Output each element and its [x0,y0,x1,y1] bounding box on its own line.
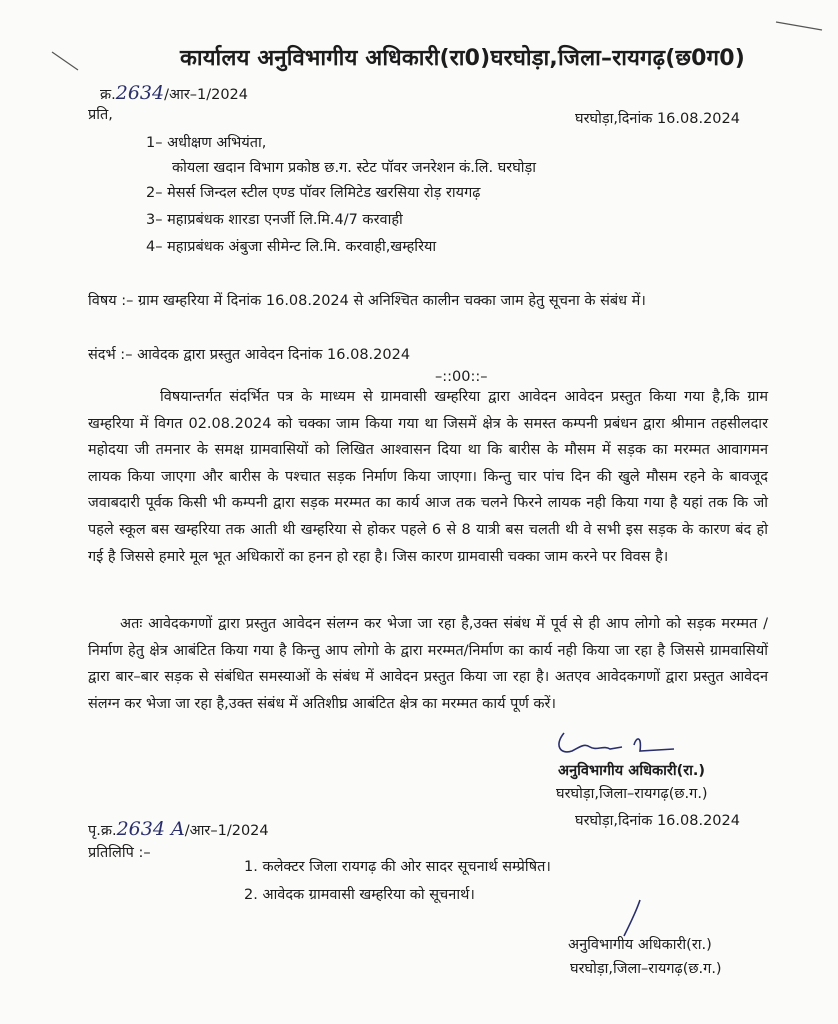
reference-label: संदर्भ :– [88,347,133,363]
recipient-4: 4– महाप्रबंधक अंबुजा सीमेन्ट लि.मि. करवाही,खम्हरिया [146,239,437,255]
place-date: घरघोड़ा,दिनांक 16.08.2024 [575,111,740,127]
copy-place-date: घरघोड़ा,दिनांक 16.08.2024 [575,813,740,829]
copy-item-2: 2. आवेदक ग्रामवासी खम्हरिया को सूचनार्थ। [244,887,475,903]
signature-scribble [550,725,690,765]
recipient-1: 1– अधीक्षण अभियंता, [146,135,267,151]
office-title: कार्यालय अनुविभागीय अधिकारी(रा0)घरघोड़ा,जिला–रायगढ़(छ0ग0) [180,46,745,71]
signature-2-place: घरघोड़ा,जिला–रायगढ़(छ.ग.) [570,961,722,977]
copy-letter-number: पृ.क्र.2634 A/आर–1/2024 [88,818,269,840]
signature-1-designation: अनुविभागीय अधिकारी(रा.) [558,763,706,779]
copy-label: प्रतिलिपि :– [88,845,151,861]
subject-text: ग्राम खम्हरिया में दिनांक 16.08.2024 से अनिश्चित कालीन चक्का जाम हेतु सूचना के संबंध में। [137,293,646,309]
copy-item-1: 1. कलेक्टर जिला रायगढ़ की ओर सादर सूचनार्थ सम्प्रेषित। [244,859,551,875]
recipient-3: 3– महाप्रबंधक शारडा एनर्जी लि.मि.4/7 करवाही [146,212,403,228]
reference-line [88,344,410,364]
subject-line [88,290,778,312]
handwritten-letter-number: 2634 [115,82,165,104]
to-label: प्रति, [88,107,113,123]
body-paragraph-1: विषयान्तर्गत संदर्भित पत्र के माध्यम से ग्रामवासी खम्हरिया द्वारा आवेदन आवेदन प्रस्तुत किया गया है,कि ग्राम खम्हरिया में विगत 02.08.2024 को चक्का जाम किया गया था जिसमें क्षेत्र के समस्त कम्पनी प्रबंधन द्वारा श्रीमान तहसीलदार महोदया जी तमनार के समक्ष ग्रामवासियों को लिखित आश्वासन दिया था कि बारीस के मौसम में सड़क का मरम्मत आवागमन लायक किया जाएगा और बारीस के पश्चात सड़क निर्माण किया जाएगा। किन्तु चार पांच दिन की खुले मौसम रहने के बावजूद जवाबदारी पूर्वक किसी भी कम्पनी द्वारा सड़क मरम्मत का कार्य आज तक चलने फिरने लायक नही किया गया है यहां तक कि जो पहले स्कूल बस खम्हरिया तक आती थी खम्हरिया से होकर पहले 6 से 8 यात्री बस चलती थी वे सभी इस सड़क के कारण बंद हो गई है जिससे हमारे मूल भूत अधिकारों का हनन हो रहा है। जिस कारण ग्रामवासी चक्का जाम करने पर विवस है। [88,389,768,565]
signature-1-place: घरघोड़ा,जिला–रायगढ़(छ.ग.) [556,786,708,802]
handwritten-copy-number: 2634 A [116,818,185,840]
subject-label: विषय :– [88,293,134,309]
letter-number: क्र.2634/आर–1/2024 [100,82,249,104]
divider: –::00::– [435,369,488,385]
recipient-1-dept: कोयला खदान विभाग प्रकोष्ठ छ.ग. स्टेट पॉवर जनरेशन कं.लि. घरघोड़ा [172,160,537,176]
recipient-2: 2– मेसर्स जिन्दल स्टील एण्ड पॉवर लिमिटेड खरसिया रोड़ रायगढ़ [146,185,481,201]
signature-2-designation: अनुविभागीय अधिकारी(रा.) [568,937,712,953]
reference-text: आवेदक द्वारा प्रस्तुत आवेदन दिनांक 16.08.2024 [137,347,411,363]
body-paragraph-2: अतः आवेदकगणों द्वारा प्रस्तुत आवेदन संलग्न कर भेजा जा रहा है,उक्त संबंध में पूर्व से ही आप लोगो को सड़क मरम्मत /निर्माण हेतु क्षेत्र आबंटित किया गया है किन्तु आप लोगो के द्वारा मरम्मत/निर्माण का कार्य नही किया जा रहा है जिससे ग्रामवासियों द्वारा बार–बार सड़क से संबंधित समस्याओं के संबंध में आवेदन प्रस्तुत किया जा रहा है। अतएव आवेदकगणों द्वारा प्रस्तुत आवेदन संलग्न कर भेजा जा रहा है,उक्त संबंध में अतिशीघ्र आबंटित क्षेत्र का मरम्मत कार्य पूर्ण करें। [88,616,768,712]
